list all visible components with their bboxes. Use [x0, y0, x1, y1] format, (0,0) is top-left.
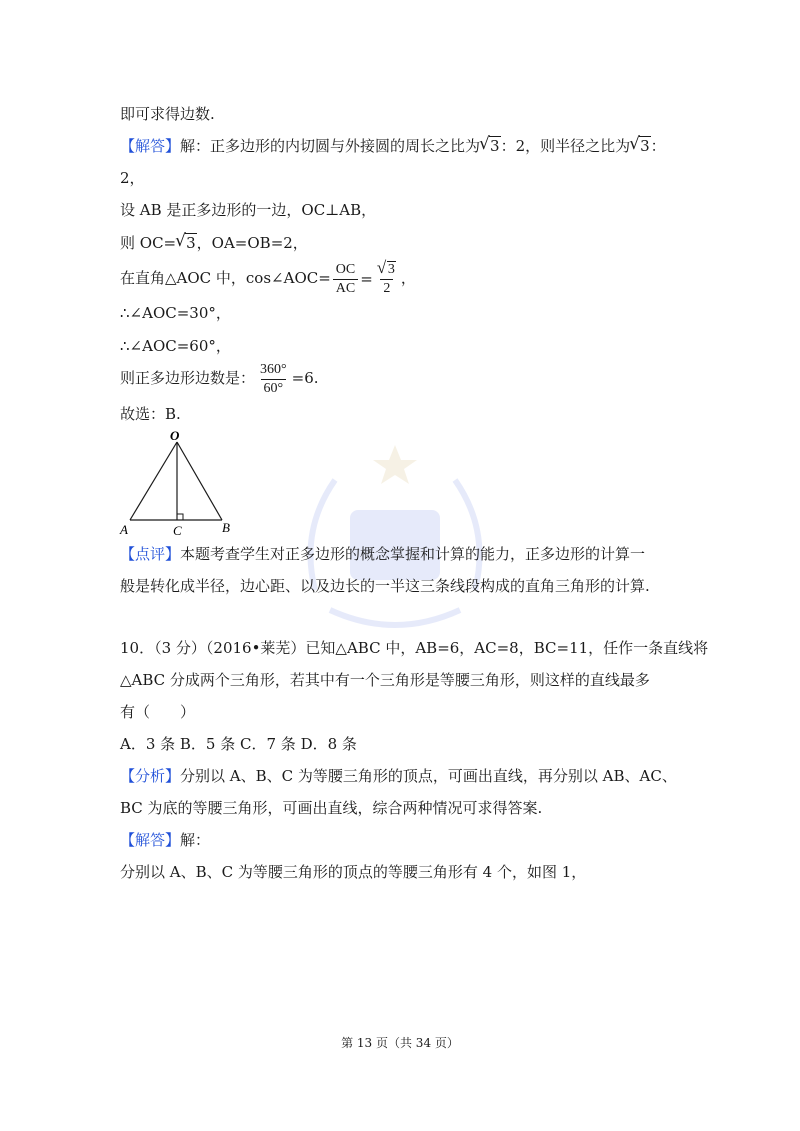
label-b: B	[222, 520, 230, 535]
text-line: ∴∠AOC=60°，	[120, 337, 231, 355]
page-footer: 第 13 页（共 34 页）	[341, 1036, 459, 1050]
label-c: C	[173, 523, 182, 538]
label-o: O	[170, 428, 180, 443]
comment-tag: 【点评】	[120, 545, 181, 563]
text-line: 则 OC=√ 3，OA=OB=2，	[120, 233, 308, 253]
text-line: BC 为底的等腰三角形，可画出直线，综合两种情况可求得答案.	[120, 799, 543, 817]
sqrt-expression: √ 3	[176, 233, 197, 253]
question-line: 10．（3 分）（2016•莱芜）已知△ABC 中，AB=6，AC=8，BC=11，任作一条直线将	[120, 639, 709, 657]
analysis-tag: 【分析】	[120, 767, 181, 785]
analysis-line: 【分析】分别以 A、B、C 为等腰三角形的顶点，可画出直线，再分别以 AB、AC、	[120, 767, 677, 785]
text-line: 设 AB 是正多边形的一边，OC⊥AB，	[120, 201, 377, 219]
text-line: △ABC 分成两个三角形，若其中有一个三角形是等腰三角形，则这样的直线最多	[120, 671, 650, 689]
text-line: ∴∠AOC=30°，	[120, 304, 231, 322]
text-line: 2，	[120, 169, 145, 187]
segment-ob	[177, 442, 222, 520]
answer-tag: 【解答】	[120, 831, 181, 849]
watermark-emblem-icon	[290, 440, 500, 640]
text-line: 分别以 A、B、C 为等腰三角形的顶点的等腰三角形有 4 个，如图 1，	[120, 863, 587, 881]
sides-equation-line: 则正多边形边数是： $\frac{360^\circ}{60^\circ}$ =6.	[120, 361, 319, 396]
comment-line: 【点评】本题考查学生对正多边形的概念掌握和计算的能力，正多边形的计算一	[120, 545, 646, 563]
text-line: 即可求得边数.	[120, 105, 215, 123]
label-a: A	[120, 522, 128, 537]
text-line: 故选：B.	[120, 405, 181, 423]
fraction-360-60: $\frac{360^\circ}{60^\circ}$	[260, 361, 287, 396]
answer-line: 【解答】解：	[120, 831, 211, 849]
fraction-sqrt3-2: √ $\frac{3}{2}$	[375, 262, 399, 297]
cos-equation-line: 在直角△AOC 中，cos∠AOC= $\frac{OC}{AC}$ = √ $\frac{3}{2}$ ，	[120, 260, 416, 297]
answer-line: 【解答】解：正多边形的内切圆与外接圆的周长之比为√ 3：2，则半径之比为√ 3：	[120, 136, 666, 156]
text-line: 般是转化成半径，边心距、以及边长的一半这三条线段构成的直角三角形的计算.	[120, 577, 650, 595]
answer-tag: 【解答】	[120, 137, 181, 155]
sqrt-expression: √ 3	[630, 136, 651, 156]
segment-oa	[130, 442, 177, 520]
text-line: 有（ ）	[120, 703, 196, 721]
fraction-oc-ac: $\frac{OC}{AC}$	[333, 262, 358, 297]
right-angle-mark	[177, 514, 183, 520]
triangle-figure	[118, 428, 248, 538]
options-line: A．3 条 B．5 条 C．7 条 D．8 条	[120, 735, 357, 753]
sqrt-expression: √ 3	[480, 136, 501, 156]
